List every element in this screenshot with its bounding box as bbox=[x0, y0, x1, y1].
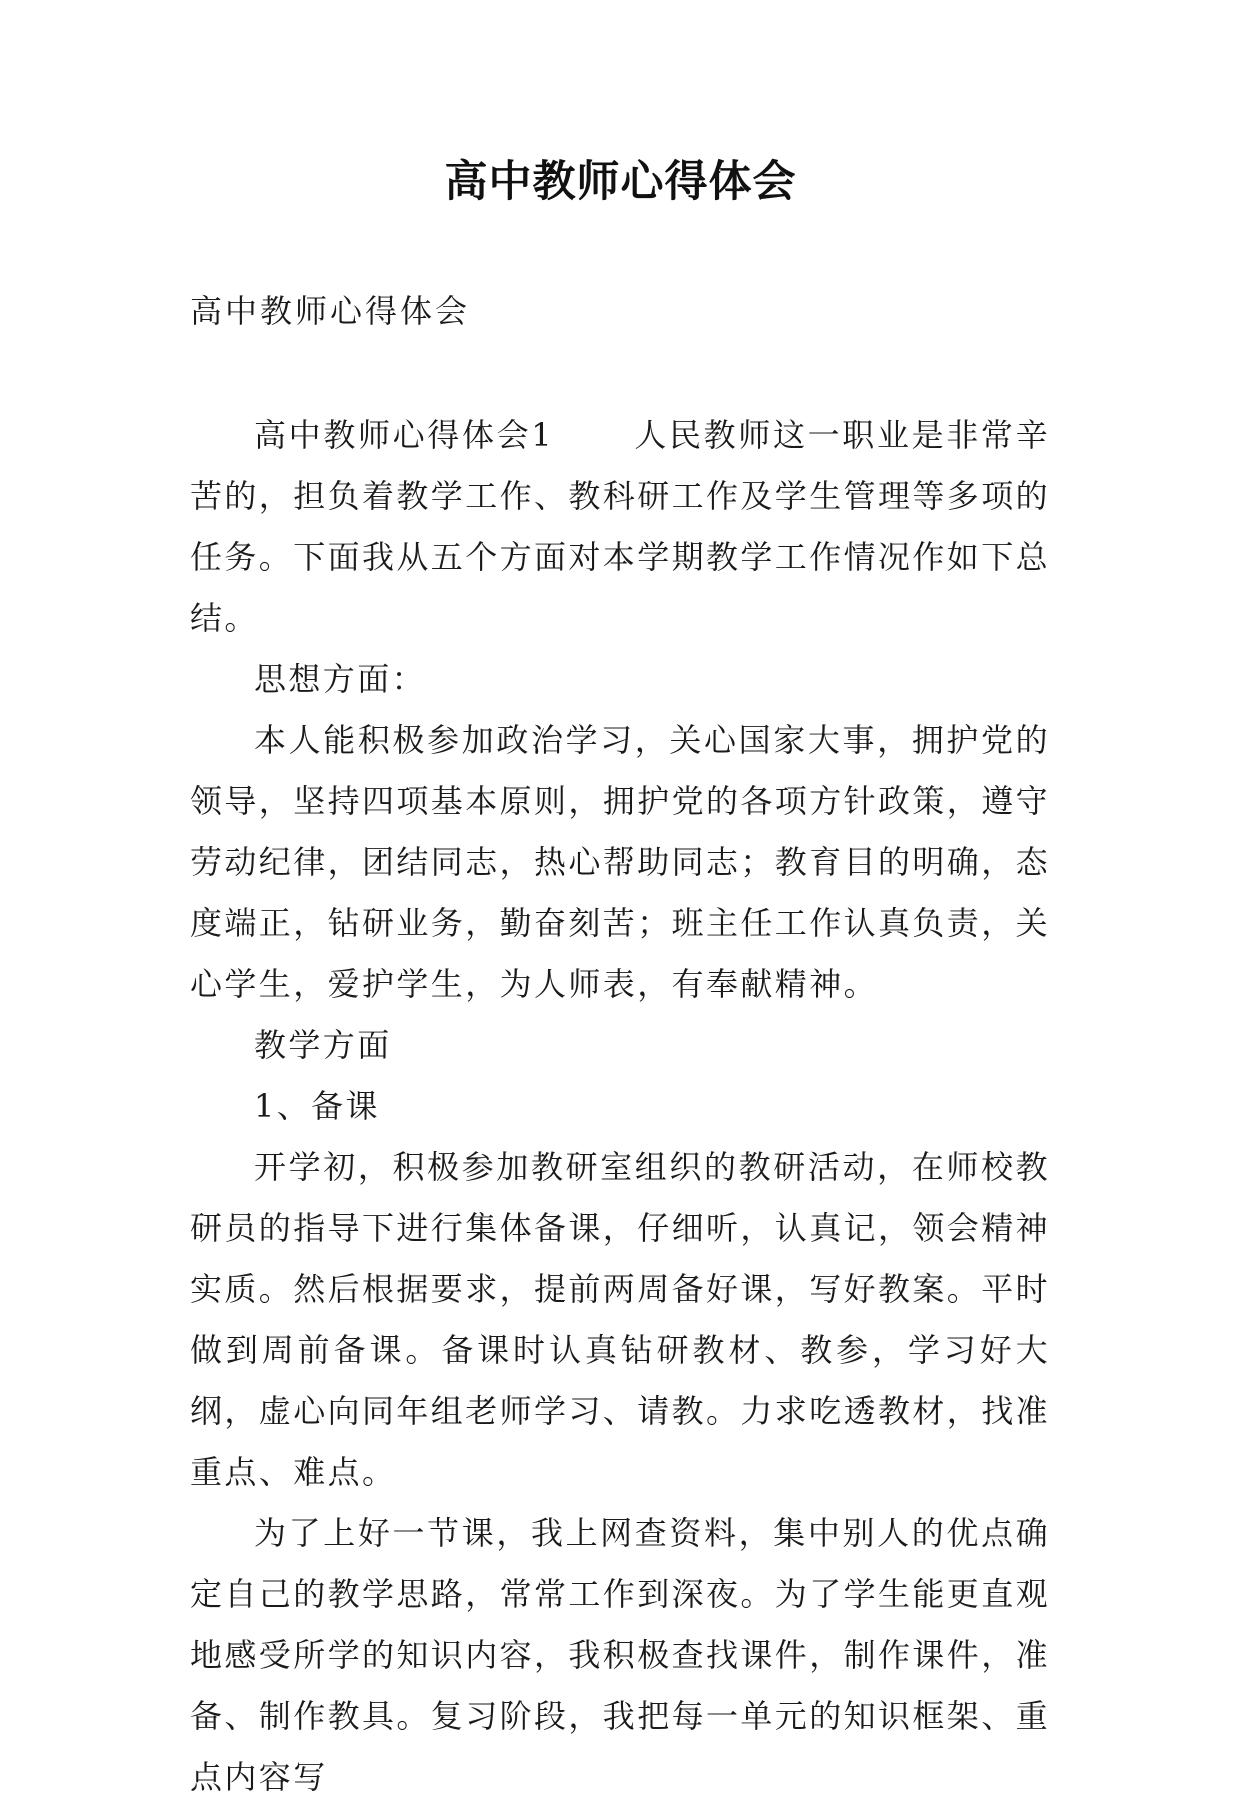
paragraph: 本人能积极参加政治学习，关心国家大事，拥护党的领导，坚持四项基本原则，拥护党的各项方针政策，遵守劳动纪律，团结同志，热心帮助同志；教育目的明确，态度端正，钻研业务，勤奋刻苦；班主任工作认真负责，关心学生，爱护学生，为人师表，有奉献精神。 bbox=[190, 721, 1051, 1003]
document-title: 高中教师心得体会 bbox=[444, 157, 797, 207]
paragraph: 思想方面： bbox=[254, 660, 427, 698]
document-subtitle: 高中教师心得体会 bbox=[190, 292, 471, 330]
paragraph: 为了上好一节课，我上网查资料，集中别人的优点确定自己的教学思路，常常工作到深夜。为了学生能更直观地感受所学的知识内容，我积极查找课件，制作课件，准备、制作教具。复习阶段，我把每一单元的知识框架、重点内容写 bbox=[190, 1514, 1051, 1796]
paragraph: 教学方面 bbox=[254, 1026, 392, 1064]
document-body bbox=[190, 405, 1050, 1808]
intro-heading: 高中教师心得体会1 bbox=[254, 416, 555, 454]
paragraph: 开学初，积极参加教研室组织的教研活动，在师校教研员的指导下进行集体备课，仔细听，认真记，领会精神实质。然后根据要求，提前两周备好课，写好教案。平时做到周前备课。备课时认真钻研教材、教参，学习好大纲，虚心向同年组老师学习、请教。力求吃透教材，找准重点、难点。 bbox=[190, 1148, 1051, 1491]
intro-text: 人民教师这一职业是非常辛苦的，担负着教学工作、教科研工作及学生管理等多项的任务。下面我从五个方面对本学期教学工作情况作如下总结。 bbox=[190, 416, 1051, 637]
paragraph-intro bbox=[190, 405, 1050, 649]
paragraph: 1、备课 bbox=[254, 1087, 380, 1125]
